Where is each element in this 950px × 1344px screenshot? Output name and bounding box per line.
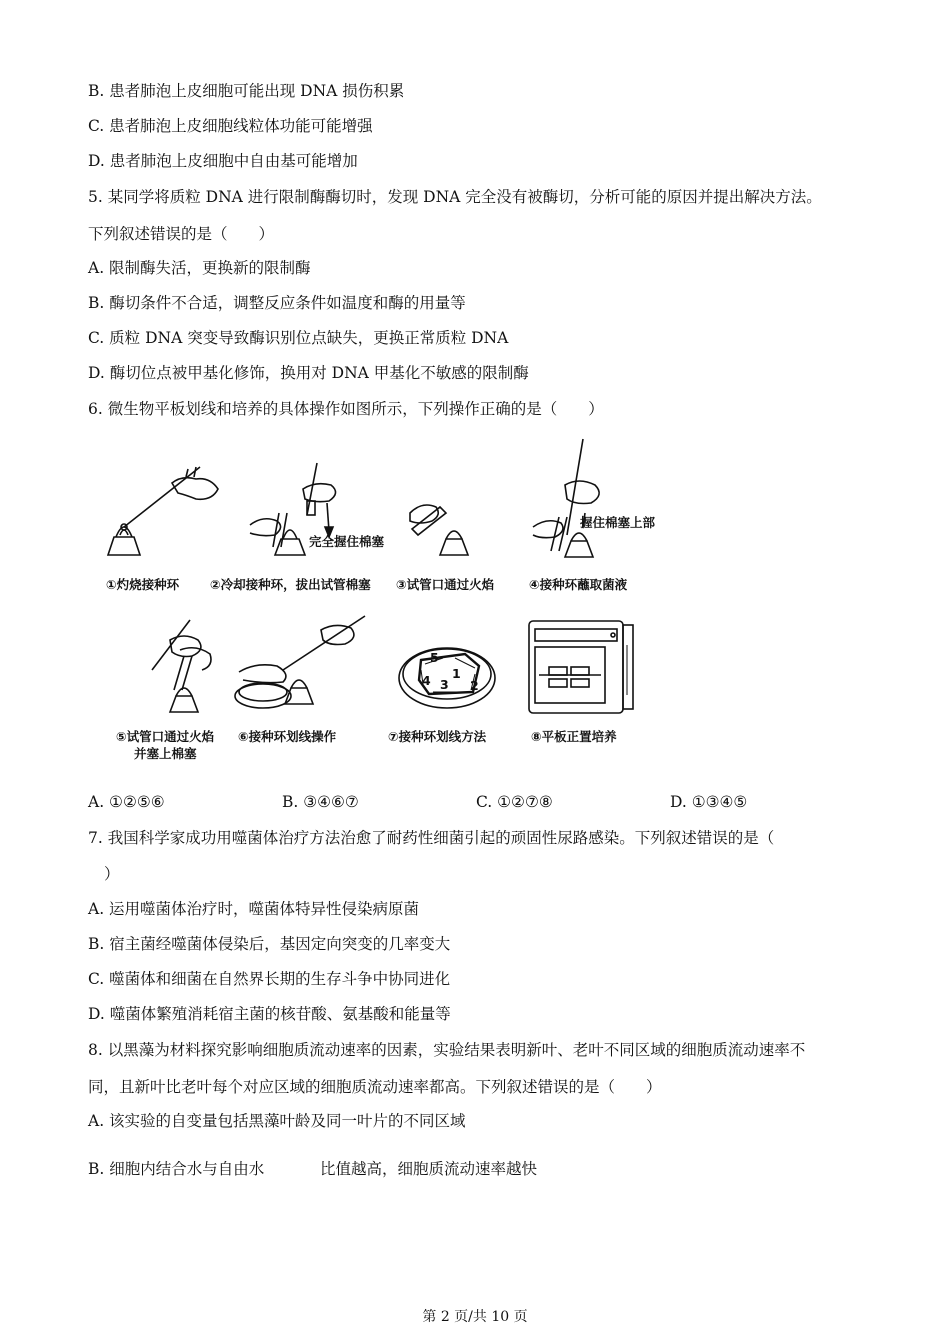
step4-dip-loop-illustration	[525, 435, 655, 565]
note-hold-plug-top: 握住棉塞上部	[580, 515, 656, 530]
q8-option-b-part2: 比值越高，细胞质流动速率越快	[320, 1160, 538, 1178]
caption-step-3: ③试管口通过火焰	[396, 577, 495, 592]
q8-option-b-part1: B. 细胞内结合水与自由水	[88, 1160, 265, 1178]
q4-option-b: B. 患者肺泡上皮细胞可能出现 DNA 损伤积累	[88, 82, 405, 100]
q7-option-c: C. 噬菌体和细菌在自然界长期的生存斗争中协同进化	[88, 970, 451, 988]
dish-region-2: 2	[470, 678, 479, 693]
note-hold-plug-fully: 完全握住棉塞	[309, 534, 385, 549]
q7-option-d: D. 噬菌体繁殖消耗宿主菌的核苷酸、氨基酸和能量等	[88, 1005, 451, 1023]
dish-region-3: 3	[440, 677, 449, 692]
q5-stem-line1: 5. 某同学将质粒 DNA 进行限制酶酶切时，发现 DNA 完全没有被酶切，分析可能的原因并提出解决方法。	[88, 188, 822, 206]
q7-option-a: A. 运用噬菌体治疗时，噬菌体特异性侵染病原菌	[88, 900, 420, 918]
caption-step-5-line1: ⑤试管口通过火焰	[116, 729, 215, 744]
q5-option-c: C. 质粒 DNA 突变导致酶识别位点缺失，更换正常质粒 DNA	[88, 329, 509, 347]
q6-option-d: D. ①③④⑤	[670, 793, 748, 811]
q8-stem-line1: 8. 以黑藻为材料探究影响细胞质流动速率的因素，实验结果表明新叶、老叶不同区域的细胞质流动速率不	[88, 1041, 806, 1059]
q5-stem-line2: 下列叙述错误的是（ ）	[88, 225, 275, 243]
step1-flame-loop-illustration	[100, 455, 230, 565]
page-number-footer: 第 2 页/共 10 页	[422, 1309, 528, 1325]
caption-step-6: ⑥接种环划线操作	[238, 729, 337, 744]
caption-step-1: ①灼烧接种环	[106, 577, 180, 592]
step8-incubator-illustration	[527, 615, 637, 720]
step6-streaking-illustration	[225, 610, 375, 720]
caption-step-7: ⑦接种环划线方法	[388, 729, 487, 744]
q6-option-c: C. ①②⑦⑧	[476, 793, 553, 811]
q6-option-a: A. ①②⑤⑥	[88, 793, 165, 811]
q5-option-d: D. 酶切位点被甲基化修饰，换用对 DNA 甲基化不敏感的限制酶	[88, 364, 529, 382]
caption-step-4: ④接种环蘸取菌液	[529, 577, 628, 592]
q5-option-a: A. 限制酶失活，更换新的限制酶	[88, 259, 311, 277]
caption-step-8: ⑧平板正置培养	[531, 729, 617, 744]
step5-flame-plug-illustration	[140, 610, 230, 720]
q6-stem: 6. 微生物平板划线和培养的具体操作如图所示，下列操作正确的是（ ）	[88, 400, 604, 418]
q7-stem-line1: 7. 我国科学家成功用噬菌体治疗方法治愈了耐药性细菌引起的顽固性尿路感染。下列叙述错误的是（	[88, 829, 775, 847]
q8-stem-line2: 同，且新叶比老叶每个对应区域的细胞质流动速率都高。下列叙述错误的是（ ）	[88, 1078, 662, 1096]
q7-option-b: B. 宿主菌经噬菌体侵染后，基因定向突变的几率变大	[88, 935, 451, 953]
q7-stem-line2: ）	[104, 865, 120, 883]
q8-option-a: A. 该实验的自变量包括黑藻叶龄及同一叶片的不同区域	[88, 1112, 466, 1130]
q4-option-c: C. 患者肺泡上皮细胞线粒体功能可能增强	[88, 117, 373, 135]
caption-step-5-line2: 并塞上棉塞	[134, 746, 197, 761]
dish-region-5: 5	[430, 650, 439, 665]
dish-region-4: 4	[422, 673, 431, 688]
step3-tube-flame-illustration	[400, 485, 480, 565]
caption-step-2: ②冷却接种环，拔出试管棉塞	[210, 577, 371, 592]
dish-region-1: 1	[452, 666, 461, 681]
q6-option-b: B. ③④⑥⑦	[282, 793, 359, 811]
q5-option-b: B. 酶切条件不合适，调整反应条件如温度和酶的用量等	[88, 294, 466, 312]
q4-option-d: D. 患者肺泡上皮细胞中自由基可能增加	[88, 152, 358, 170]
